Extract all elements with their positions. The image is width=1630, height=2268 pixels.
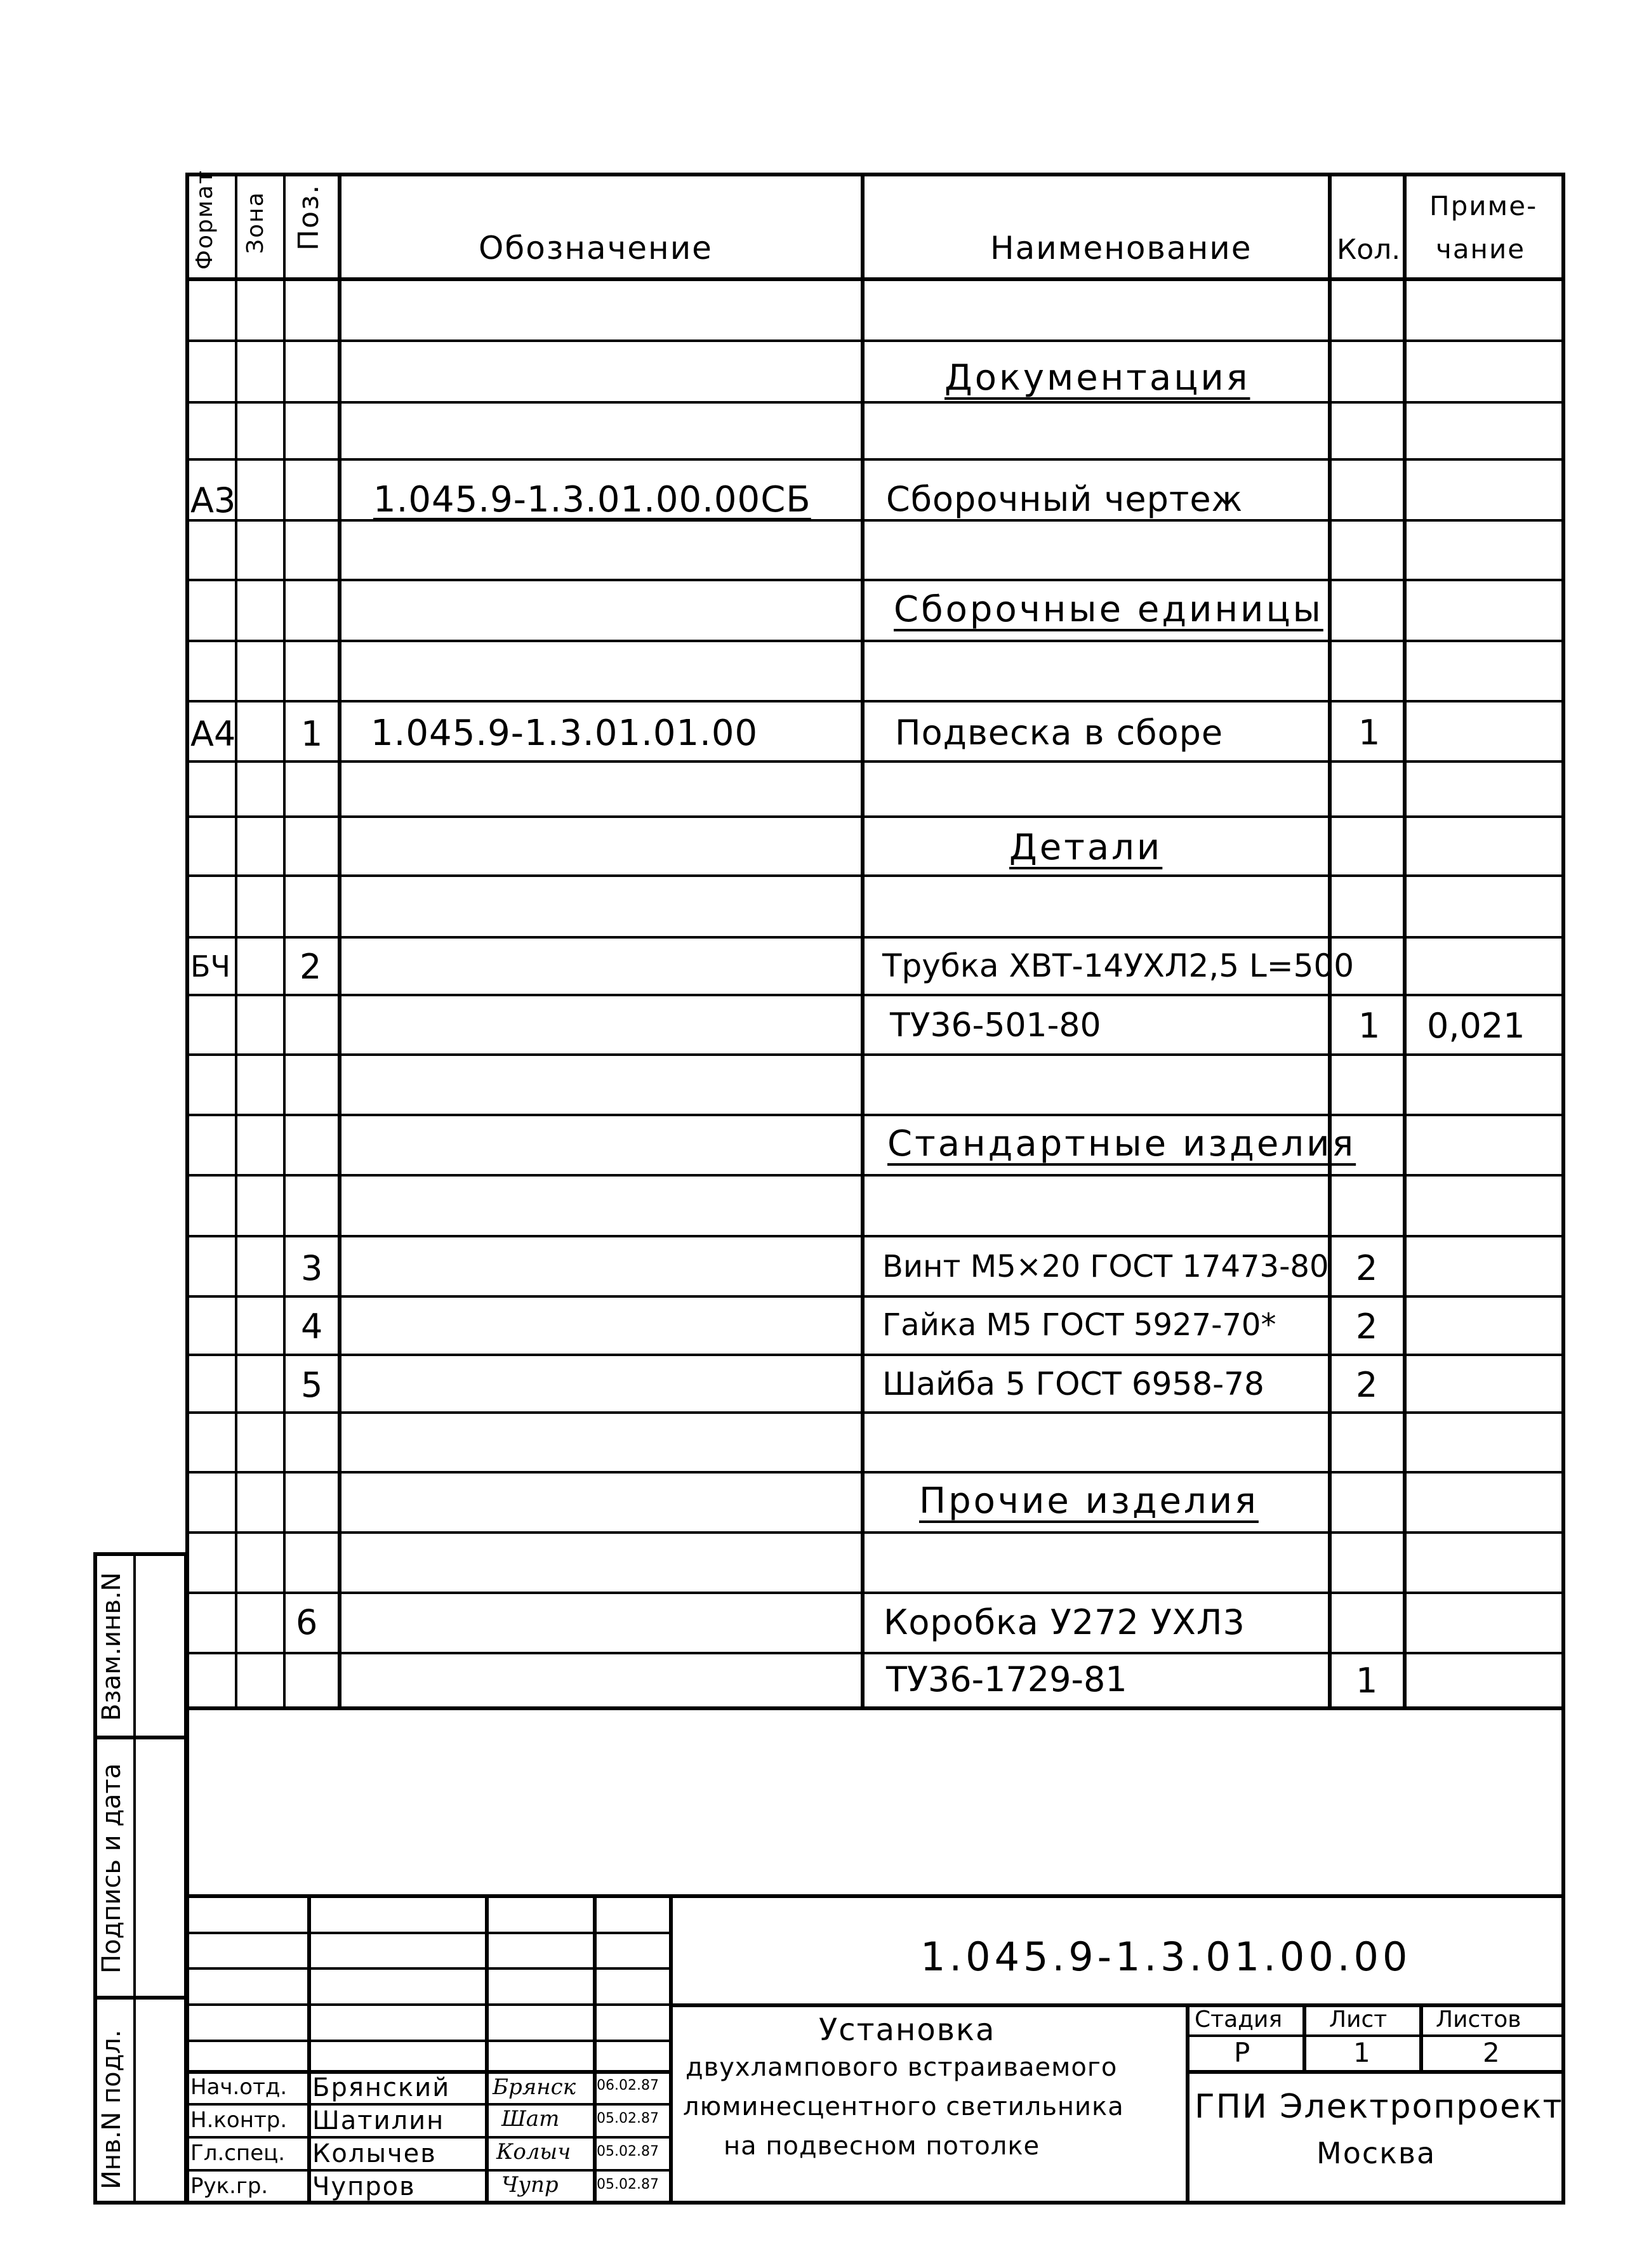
row-tube-name-line2: ТУ36-501-80 <box>890 1006 1101 1045</box>
title-block-top <box>185 1894 1565 1898</box>
sheet-label: Лист <box>1329 2007 1388 2033</box>
grid-col <box>1186 2003 1189 2205</box>
signatory-date: 05.02.87 <box>597 2111 659 2126</box>
signatory-name: Колычев <box>312 2139 437 2168</box>
row-screw-name: Винт М5×20 ГОСТ 17473-80 <box>882 1249 1329 1284</box>
row-tube-format: БЧ <box>190 949 231 984</box>
row-suspension-format: А4 <box>190 714 236 754</box>
grid-col <box>1419 2003 1423 2071</box>
signatory-role: Нач.отд. <box>190 2074 288 2100</box>
section-standard-items: Стандартные изделия <box>887 1123 1356 1164</box>
section-assembly-units: Сборочные единицы <box>894 589 1323 630</box>
column-line-format <box>235 173 237 1708</box>
row-tube-name: Трубка ХВТ-14УХЛ2,5 L=500 <box>882 947 1355 984</box>
header-designation: Обозначение <box>479 230 713 267</box>
sheet-value: 1 <box>1353 2037 1370 2068</box>
row-line <box>185 1354 1565 1356</box>
section-details: Детали <box>1009 827 1163 868</box>
grid-col <box>1302 2003 1306 2071</box>
signatory-name: Брянский <box>312 2073 451 2102</box>
row-line <box>185 1471 1565 1474</box>
row-assembly-drawing-name: Сборочный чертеж <box>886 479 1243 519</box>
signatory-role: Рук.гр. <box>190 2173 268 2199</box>
row-washer-pos: 5 <box>301 1365 323 1405</box>
row-assembly-drawing-designation: 1.045.9-1.3.01.00.00СБ <box>373 479 811 520</box>
signatory-date: 05.02.87 <box>597 2144 659 2159</box>
row-line <box>185 1411 1565 1414</box>
row-line <box>185 1174 1565 1177</box>
row-screw-pos: 3 <box>301 1248 323 1288</box>
row-line <box>185 760 1565 763</box>
section-documentation: Документация <box>944 357 1250 399</box>
row-line <box>185 579 1565 581</box>
row-line <box>185 1114 1565 1116</box>
title-line4: на подвесном потолке <box>724 2132 1040 2161</box>
header-divider <box>185 277 1565 281</box>
header-note-line2: чание <box>1436 234 1526 265</box>
signatory-date: 05.02.87 <box>597 2177 659 2192</box>
column-line-zone <box>283 173 286 1708</box>
row-tube-note: 0,021 <box>1427 1006 1525 1046</box>
row-line <box>185 1235 1565 1237</box>
row-line <box>185 874 1565 877</box>
title-line3: люминесцентного светильника <box>683 2092 1124 2121</box>
row-suspension-designation: 1.045.9-1.3.01.01.00 <box>371 713 759 754</box>
row-line <box>185 700 1565 702</box>
side-stamp-inv-orig: Инв.N подл. <box>97 2029 126 2189</box>
drawing-frame <box>185 173 1565 2205</box>
signatory-role: Гл.спец. <box>190 2140 286 2166</box>
grid-col <box>669 1894 673 2205</box>
row-line <box>185 1652 1565 1654</box>
signatory-role: Н.контр. <box>190 2107 288 2133</box>
signatory-name: Чупров <box>312 2172 416 2201</box>
row-line <box>185 458 1565 461</box>
row-tube-qty: 1 <box>1358 1006 1381 1046</box>
row-line <box>185 340 1565 342</box>
header-format: Формат <box>192 169 218 270</box>
row-nut-name: Гайка М5 ГОСТ 5927-70* <box>882 1307 1276 1343</box>
header-zone: Зона <box>242 191 268 254</box>
row-line <box>185 1592 1565 1594</box>
column-line-qty <box>1403 173 1407 1708</box>
column-line-name <box>1328 173 1332 1708</box>
signatory-name: Шатилин <box>312 2106 445 2135</box>
side-stamp-line <box>93 1736 188 1739</box>
header-name: Наименование <box>990 230 1252 267</box>
row-assembly-drawing-format: А3 <box>190 480 236 520</box>
grid-col <box>485 1894 489 2205</box>
row-line <box>185 401 1565 404</box>
grid-line <box>1186 2070 1565 2074</box>
row-line <box>185 936 1565 939</box>
organization: ГПИ Электропроект <box>1195 2088 1563 2126</box>
row-box-qty: 1 <box>1356 1661 1378 1701</box>
city: Москва <box>1316 2136 1436 2170</box>
row-line <box>185 1295 1565 1298</box>
column-line-designation <box>861 173 865 1708</box>
title-block-number-line <box>669 2003 1565 2007</box>
row-line <box>185 1053 1565 1056</box>
row-box-pos: 6 <box>296 1602 318 1642</box>
column-line-pos <box>338 173 341 1708</box>
stage-label: Стадия <box>1195 2007 1283 2033</box>
row-screw-qty: 2 <box>1356 1248 1378 1288</box>
row-box-name-line2: ТУ36-1729-81 <box>886 1659 1127 1699</box>
signature: Колыч <box>496 2139 571 2165</box>
row-tube-pos: 2 <box>300 947 322 987</box>
section-other-items: Прочие изделия <box>919 1480 1259 1522</box>
title-line1: Установка <box>819 2012 996 2048</box>
header-qty: Кол. <box>1337 234 1401 266</box>
side-stamp-line <box>93 1996 188 2000</box>
row-suspension-pos: 1 <box>301 714 323 754</box>
table-bottom-line <box>185 1706 1565 1710</box>
row-nut-qty: 2 <box>1356 1307 1378 1347</box>
row-nut-pos: 4 <box>301 1307 323 1347</box>
signature: Брянск <box>493 2074 576 2100</box>
signature: Шат <box>501 2106 560 2132</box>
title-line2: двухлампового встраиваемого <box>686 2053 1118 2082</box>
sheets-value: 2 <box>1483 2037 1500 2068</box>
sheets-label: Листов <box>1436 2007 1521 2033</box>
row-box-name: Коробка У272 УХЛ3 <box>884 1602 1245 1642</box>
row-washer-name: Шайба 5 ГОСТ 6958-78 <box>882 1366 1264 1402</box>
row-suspension-qty: 1 <box>1358 713 1381 753</box>
side-stamp-divider <box>133 1552 136 2205</box>
row-line <box>185 994 1565 996</box>
header-note-line1: Приме- <box>1429 190 1538 221</box>
header-pos: Поз. <box>293 183 325 251</box>
row-line <box>185 815 1565 818</box>
grid-col <box>307 1894 311 2205</box>
stage-value: Р <box>1234 2037 1250 2068</box>
row-washer-qty: 2 <box>1356 1365 1378 1405</box>
row-line <box>185 640 1565 642</box>
side-stamp-inv-replace: Взам.инв.N <box>97 1572 126 1721</box>
row-line <box>185 1531 1565 1534</box>
side-stamp-sign-date: Подпись и дата <box>97 1763 126 1974</box>
row-suspension-name: Подвеска в сборе <box>895 713 1224 753</box>
signatory-date: 06.02.87 <box>597 2078 659 2093</box>
signature: Чупр <box>501 2172 559 2198</box>
document-number: 1.045.9-1.3.01.00.00 <box>920 1934 1412 1980</box>
